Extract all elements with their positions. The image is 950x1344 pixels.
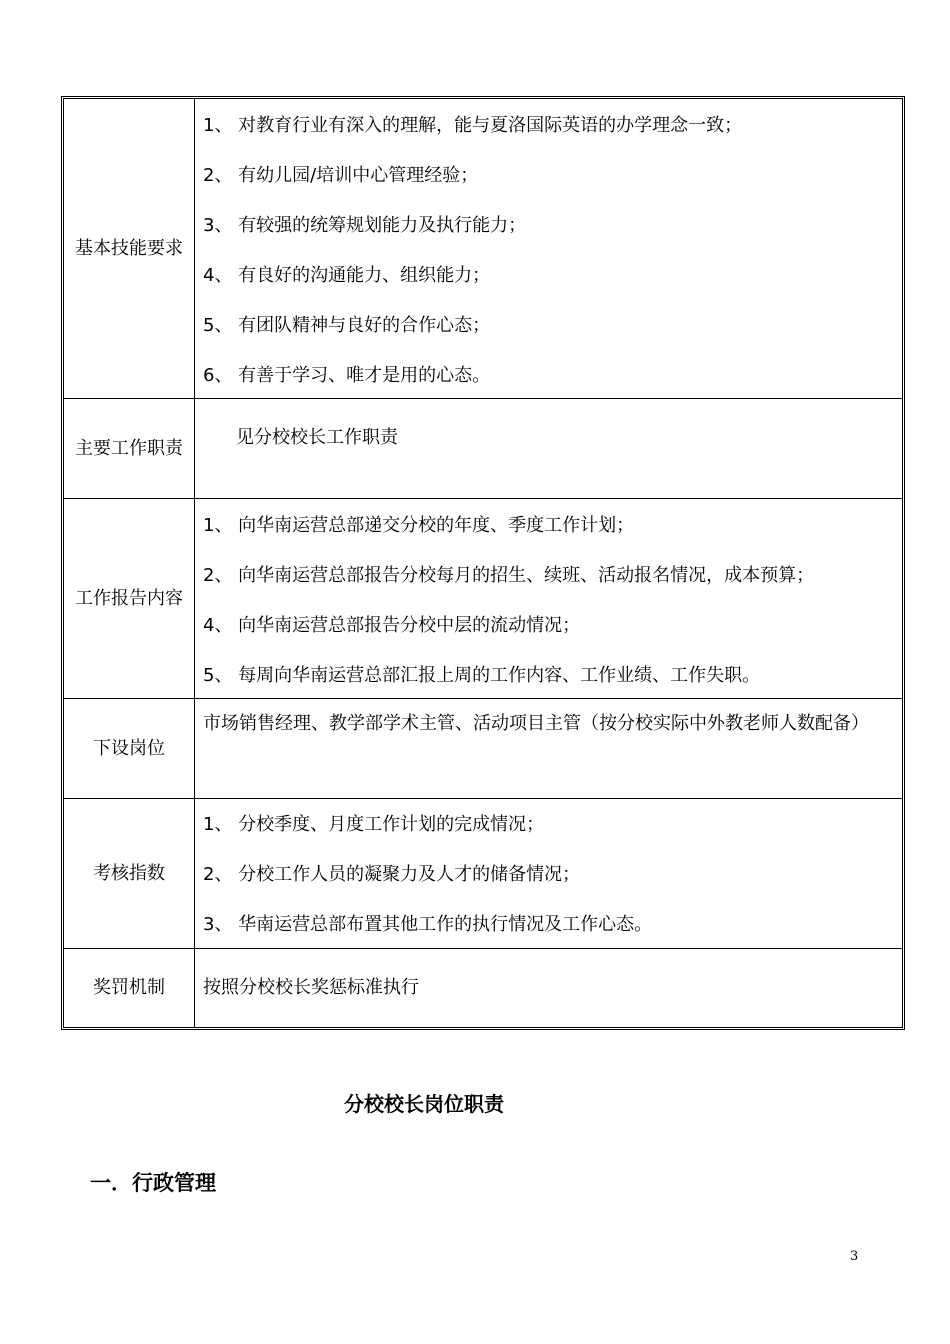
table-row-skills	[64, 99, 902, 399]
list-item: 1、 向华南运营总部递交分校的年度、季度工作计划；	[203, 515, 635, 536]
list-item: 1、 分校季度、月度工作计划的完成情况；	[203, 814, 545, 835]
list-item: 2、 有幼儿园/培训中心管理经验；	[203, 165, 479, 186]
table-row-evaluation	[64, 799, 902, 949]
list-item: 2、 分校工作人员的凝聚力及人才的储备情况；	[203, 864, 581, 885]
row-content	[195, 399, 902, 498]
row-label: 主要工作职责	[64, 399, 195, 498]
row-label: 下设岗位	[64, 699, 195, 798]
list-item: 4、 有良好的沟通能力、组织能力；	[203, 265, 491, 286]
list-item: 4、 向华南运营总部报告分校中层的流动情况；	[203, 615, 581, 636]
section-heading: 一．行政管理	[90, 1171, 216, 1195]
list-item: 3、 华南运营总部布置其他工作的执行情况及工作心态。	[203, 914, 653, 935]
list-item: 按照分校校长奖惩标准执行	[203, 977, 419, 998]
row-content	[195, 699, 902, 798]
table-row-positions	[64, 699, 902, 799]
list-item: 见分校校长工作职责	[236, 427, 398, 448]
row-content	[195, 799, 902, 948]
row-label: 考核指数	[64, 799, 195, 948]
list-item: 5、 有团队精神与良好的合作心态；	[203, 315, 491, 336]
row-label: 奖罚机制	[64, 949, 195, 1027]
list-item: 5、 每周向华南运营总部汇报上周的工作内容、工作业绩、工作失职。	[203, 665, 761, 686]
row-label: 基本技能要求	[64, 99, 195, 398]
list-item: 2、 向华南运营总部报告分校每月的招生、续班、活动报名情况，成本预算；	[203, 565, 815, 586]
page-title: 分校校长岗位职责	[344, 1092, 504, 1116]
row-label: 工作报告内容	[64, 499, 195, 698]
row-content	[195, 949, 902, 1027]
page-number: 3	[850, 1249, 859, 1264]
list-item: 市场销售经理、教学部学术主管、活动项目主管（按分校实际中外教老师人数配备）	[203, 713, 869, 734]
row-content	[195, 99, 902, 398]
table-row-rewards	[64, 949, 902, 1027]
table-row-reports	[64, 499, 902, 699]
list-item: 1、 对教育行业有深入的理解，能与夏洛国际英语的办学理念一致；	[203, 115, 743, 136]
row-content	[195, 499, 902, 698]
job-description-table	[61, 96, 905, 1030]
list-item: 6、 有善于学习、唯才是用的心态。	[203, 365, 491, 386]
list-item: 3、 有较强的统筹规划能力及执行能力；	[203, 215, 527, 236]
table-row-duties	[64, 399, 902, 499]
